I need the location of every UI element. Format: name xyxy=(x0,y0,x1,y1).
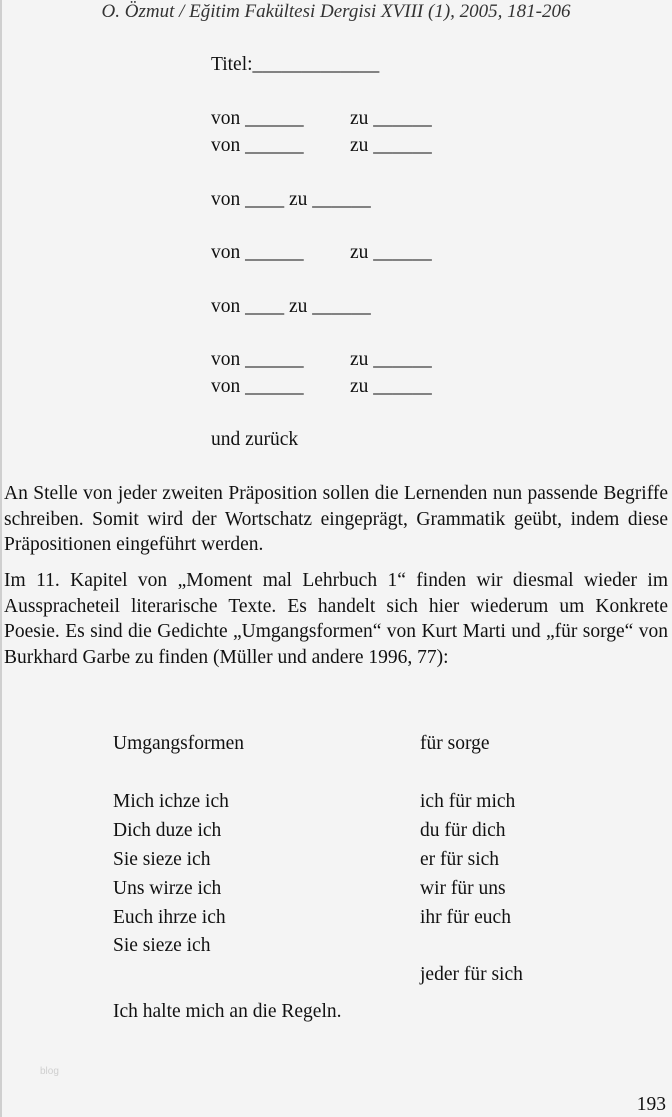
exercise-line: zu ______ xyxy=(350,135,432,156)
body-paragraph: Im 11. Kapitel von „Moment mal Lehrbuch 1“ finden wir diesmal wieder im Ausspracheteil literarische Texte. Es handelt sich hier wiederum um Konkrete Poesie. Es sind die Gedichte „Umgangsformen“ von Kurt Marti und „für sorge“ von Burkhard Garbe zu finden (Müller und andere 1996, 77): xyxy=(4,570,668,668)
poem-left-line: Sie sieze ich xyxy=(113,935,211,956)
poem-left-line: Uns wirze ich xyxy=(113,878,222,899)
exercise-line: von ______ xyxy=(211,376,304,397)
exercise-line: von ______ xyxy=(211,108,304,129)
poem-left-line: Dich duze ich xyxy=(113,820,222,841)
exercise-line: von ____ zu ______ xyxy=(211,189,371,210)
poem-left-title: Umgangsformen xyxy=(113,733,245,754)
exercise-line: von ____ zu ______ xyxy=(211,296,371,317)
poem-right-line: er für sich xyxy=(420,849,500,870)
watermark: blog xyxy=(40,1066,59,1077)
exercise-line: von ______ xyxy=(211,242,304,263)
exercise-line: zu ______ xyxy=(350,108,432,129)
page-left-edge xyxy=(0,0,2,1117)
poem-left-ending: Ich halte mich an die Regeln. xyxy=(113,1001,342,1022)
poem-right-line: wir für uns xyxy=(420,878,506,899)
exercise-line: zu ______ xyxy=(350,349,432,370)
exercise-title: Titel:_____________ xyxy=(211,54,380,75)
poem-left-line: Euch ihrze ich xyxy=(113,907,226,928)
running-header: O. Özmut / Eğitim Fakültesi Dergisi XVIII (1), 2005, 181-206 xyxy=(101,1,571,22)
poem-right-ending: jeder für sich xyxy=(420,964,523,985)
poem-right-line: ich für mich xyxy=(420,791,516,812)
exercise-line: zu ______ xyxy=(350,376,432,397)
poem-right-line: ihr für euch xyxy=(420,907,511,928)
poem-right-line: du für dich xyxy=(420,820,506,841)
poem-right-title: für sorge xyxy=(420,733,490,754)
page-number: 193 xyxy=(636,1094,666,1115)
poem-left-line: Sie sieze ich xyxy=(113,849,211,870)
body-paragraph: An Stelle von jeder zweiten Präposition sollen die Lernenden nun passende Begriffe schreiben. Somit wird der Wortschatz eingeprägt, Grammatik geübt, indem diese Präpositionen eingeführt werden. xyxy=(4,483,668,555)
exercise-ending: und zurück xyxy=(211,429,299,450)
exercise-line: von ______ xyxy=(211,135,304,156)
exercise-line: von ______ xyxy=(211,349,304,370)
exercise-line: zu ______ xyxy=(350,242,432,263)
poem-left-line: Mich ichze ich xyxy=(113,791,229,812)
